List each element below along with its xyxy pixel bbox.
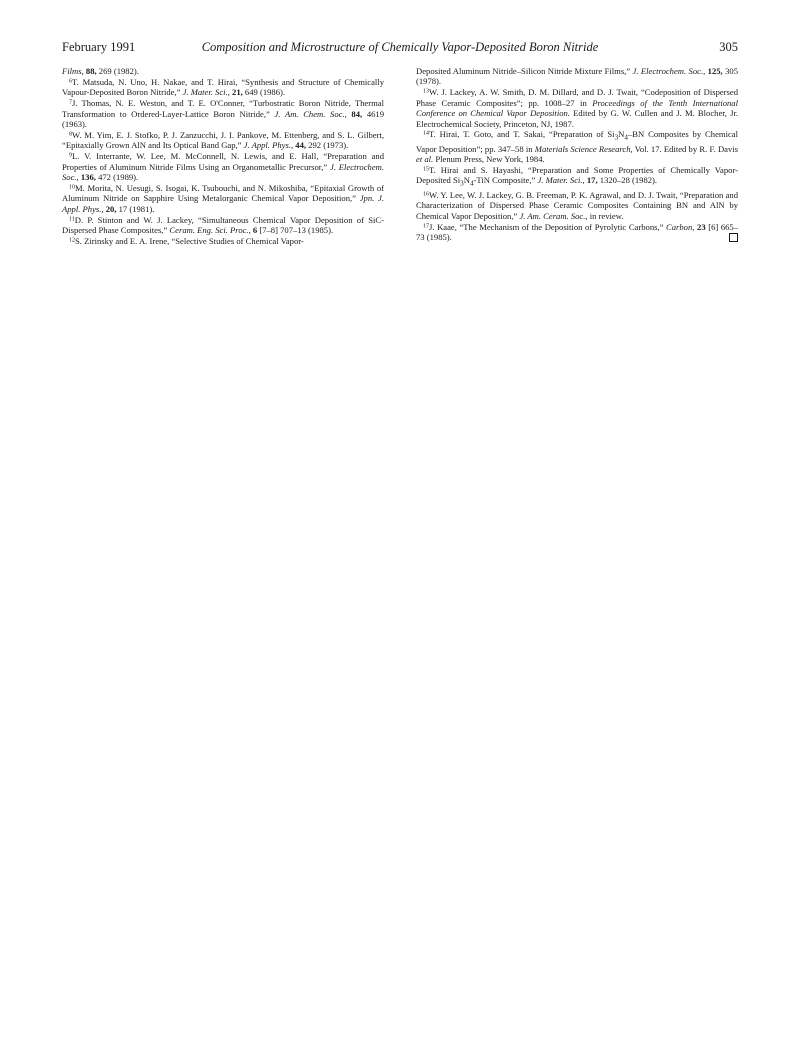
reference-9: $^9$L. V. Interrante, W. Lee, M. McConnell, N. Lewis, and E. Hall, “Preparation and Properties of Aluminum Nitride Films Using an Organometallic Precursor,” J. Electrochem. Soc., 136, 472 (1989). — [62, 151, 384, 183]
reference-7: $^7$J. Thomas, N. E. Weston, and T. E. O'Conner, “Turbostratic Boron Nitride, Thermal Transformation to Ordered-Layer-Lattice Boron Nitride,” J. Am. Chem. Soc., 84, 4619 (1963). — [62, 98, 384, 130]
reference-15: $^{15}$T. Hirai and S. Hayashi, “Preparation and Some Properties of Chemically Vapor-Deposited $Si_3N_4$-TiN Composite,” J. Mater. Sci., 17, 1320–28 (1982). — [416, 164, 738, 188]
page-number: 305 — [719, 40, 738, 54]
reference-13: $^{13}$W. J. Lackey, A. W. Smith, D. M. Dillard, and D. J. Twait, “Codeposition of Dispersed Phase Ceramic Composites”; pp. 1008–27 in Proceedings of the Tenth International Conference on Chemical Vapor Deposition. Edited by G. W. Cullen and J. M. Blocher, Jr. Electrochemical Society, Princeton, NJ, 1987. — [416, 87, 738, 129]
reference-12: $^{12}$S. Zirinsky and E. A. Irene, “Selective Studies of Chemical Vapor- — [69, 236, 304, 246]
running-header — [62, 40, 738, 56]
reference-5-continued: Films, 88, 269 (1982). — [62, 66, 139, 76]
reference-6: $^6$T. Matsuda, N. Uno, H. Nakae, and T. Hirai, “Synthesis and Structure of Chemically Vapour-Deposited Boron Nitride,” J. Mater. Sci., 21, 649 (1986). — [62, 76, 384, 98]
issue-date: February 1991 — [62, 40, 136, 54]
reference-16: $^{16}$W. Y. Lee, W. J. Lackey, G. B. Freeman, P. K. Agrawal, and D. J. Twait, “Preparation and Characterization of Dispersed Phase Ceramic Composites Containing BN and AlN by Chemical Vapor Deposition,” J. Am. Ceram. Soc., in review. — [416, 189, 738, 221]
reference-8: $^8$W. M. Yim, E. J. Stofko, P. J. Zanzucchi, J. I. Pankove, M. Ettenberg, and S. L. Gilbert, “Epitaxially Grown AlN and Its Optical Band Gap,” J. Appl. Phys., 44, 292 (1973). — [62, 129, 384, 151]
reference-17: $^{17}$J. Kaae, “The Mechanism of the Deposition of Pyrolytic Carbons,” Carbon, 23 [6] 665–73 (1985). — [416, 221, 739, 243]
end-of-article-square-icon — [729, 233, 738, 242]
reference-12-continued: Deposited Aluminum Nitride–Silicon Nitride Mixture Films,” J. Electrochem. Soc., 125, 305 (1978). — [416, 66, 738, 87]
references-right-column — [416, 66, 738, 243]
reference-11: $^{11}$D. P. Stinton and W. J. Lackey, “Simultaneous Chemical Vapor Deposition of SiC-Dispersed Phase Composites,” Ceram. Eng. Sci. Proc., 6 [7–8] 707–13 (1985). — [62, 214, 384, 236]
reference-10: $^{10}$M. Morita, N. Uesugi, S. Isogai, K. Tsubouchi, and N. Mikoshiba, “Epitaxial Growth of Aluminum Nitride on Sapphire Using Metalorganic Chemical Vapor Deposition,” Jpn. J. Appl. Phys., 20, 17 (1981). — [62, 182, 384, 214]
reference-14: $^{14}$T. Hirai, T. Goto, and T. Sakai, “Preparation of $Si_3N_4-BN$ Composites by Chemical Vapor Deposition”; pp. 347–58 in Materials Science Research, Vol. 17. Edited by R. F. Davis et al. Plenum Press, New York, 1984. — [416, 129, 738, 164]
references-left-column — [62, 66, 384, 247]
running-title: Composition and Microstructure of Chemically Vapor-Deposited Boron Nitride — [201, 40, 599, 54]
